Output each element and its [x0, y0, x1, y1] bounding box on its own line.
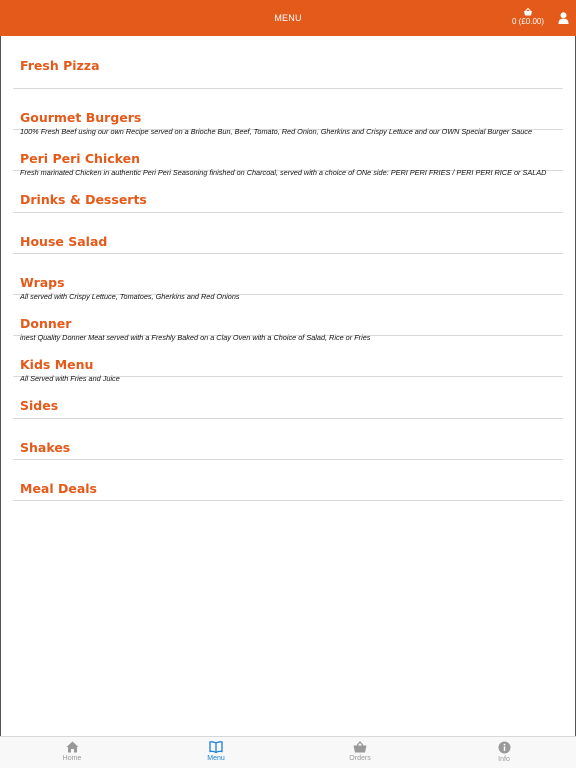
category-meal-deals[interactable] — [13, 460, 563, 501]
basket-icon — [523, 8, 533, 16]
tab-info[interactable] — [432, 737, 576, 768]
cart-count: 0 (£0.00) — [511, 17, 545, 26]
category-wraps[interactable] — [13, 254, 563, 301]
category-description: Fresh marinated Chicken in authentic Peri Peri Seasoning finished on Charcoal, served with a choice of ONe side: PERI PERI FRIES / PERI PERI RICE or SALAD — [20, 168, 547, 178]
category-description: All served with Crispy Lettuce, Tomatoes, Gherkins and Red Onions — [20, 291, 240, 301]
category-name: House Salad — [20, 233, 108, 249]
cart-button[interactable] — [510, 8, 546, 26]
tab-label: Home — [62, 755, 82, 762]
category-name: Gourmet Burgers — [20, 110, 142, 125]
tab-menu[interactable] — [144, 737, 288, 768]
tab-label: Menu — [207, 755, 225, 762]
book-icon — [209, 741, 223, 753]
tab-label: Orders — [349, 755, 371, 762]
category-name: Sides — [20, 398, 59, 414]
category-name: Shakes — [20, 439, 71, 455]
menu-category-list — [0, 36, 576, 501]
category-name: Drinks & Desserts — [20, 192, 147, 208]
user-button[interactable] — [558, 11, 569, 29]
category-name: Wraps — [20, 274, 65, 290]
basket-icon — [353, 741, 367, 753]
bottom-tab-bar — [0, 736, 576, 768]
top-bar — [0, 0, 576, 36]
category-name: Fresh Pizza — [20, 58, 100, 73]
category-gourmet-burgers[interactable] — [13, 89, 563, 136]
category-house-salad[interactable] — [13, 213, 563, 254]
category-name: Peri Peri Chicken — [20, 151, 141, 167]
category-description: 100% Fresh Beef using our own Recipe served on a Brioche Bun, Beef, Tomato, Red Onion, Gherkins and Crispy Lettuce and our OWN Special Burger Sauce — [20, 127, 533, 136]
category-name: Meal Deals — [20, 480, 98, 496]
category-description: inest Quality Donner Meat served with a Freshly Baked on a Clay Oven with a Choice of Salad, Rice or Fries — [20, 332, 371, 342]
tab-orders[interactable] — [288, 737, 432, 768]
category-kids-menu[interactable] — [13, 336, 563, 384]
user-icon — [558, 12, 569, 24]
category-shakes[interactable] — [13, 419, 563, 460]
info-icon — [498, 741, 511, 754]
home-icon — [66, 741, 79, 753]
category-description: All Served with Fries and Juice — [20, 374, 120, 384]
category-drinks-desserts[interactable] — [13, 171, 563, 212]
category-name: Kids Menu — [20, 357, 94, 373]
page-title: MENU — [274, 13, 302, 23]
category-name: Donner — [20, 315, 72, 331]
category-donner[interactable] — [13, 295, 563, 342]
category-fresh-pizza[interactable] — [13, 36, 563, 89]
category-sides[interactable] — [13, 377, 563, 418]
category-peri-peri-chicken[interactable] — [13, 130, 563, 178]
tab-home[interactable] — [0, 737, 144, 768]
tab-label: Info — [498, 756, 510, 763]
